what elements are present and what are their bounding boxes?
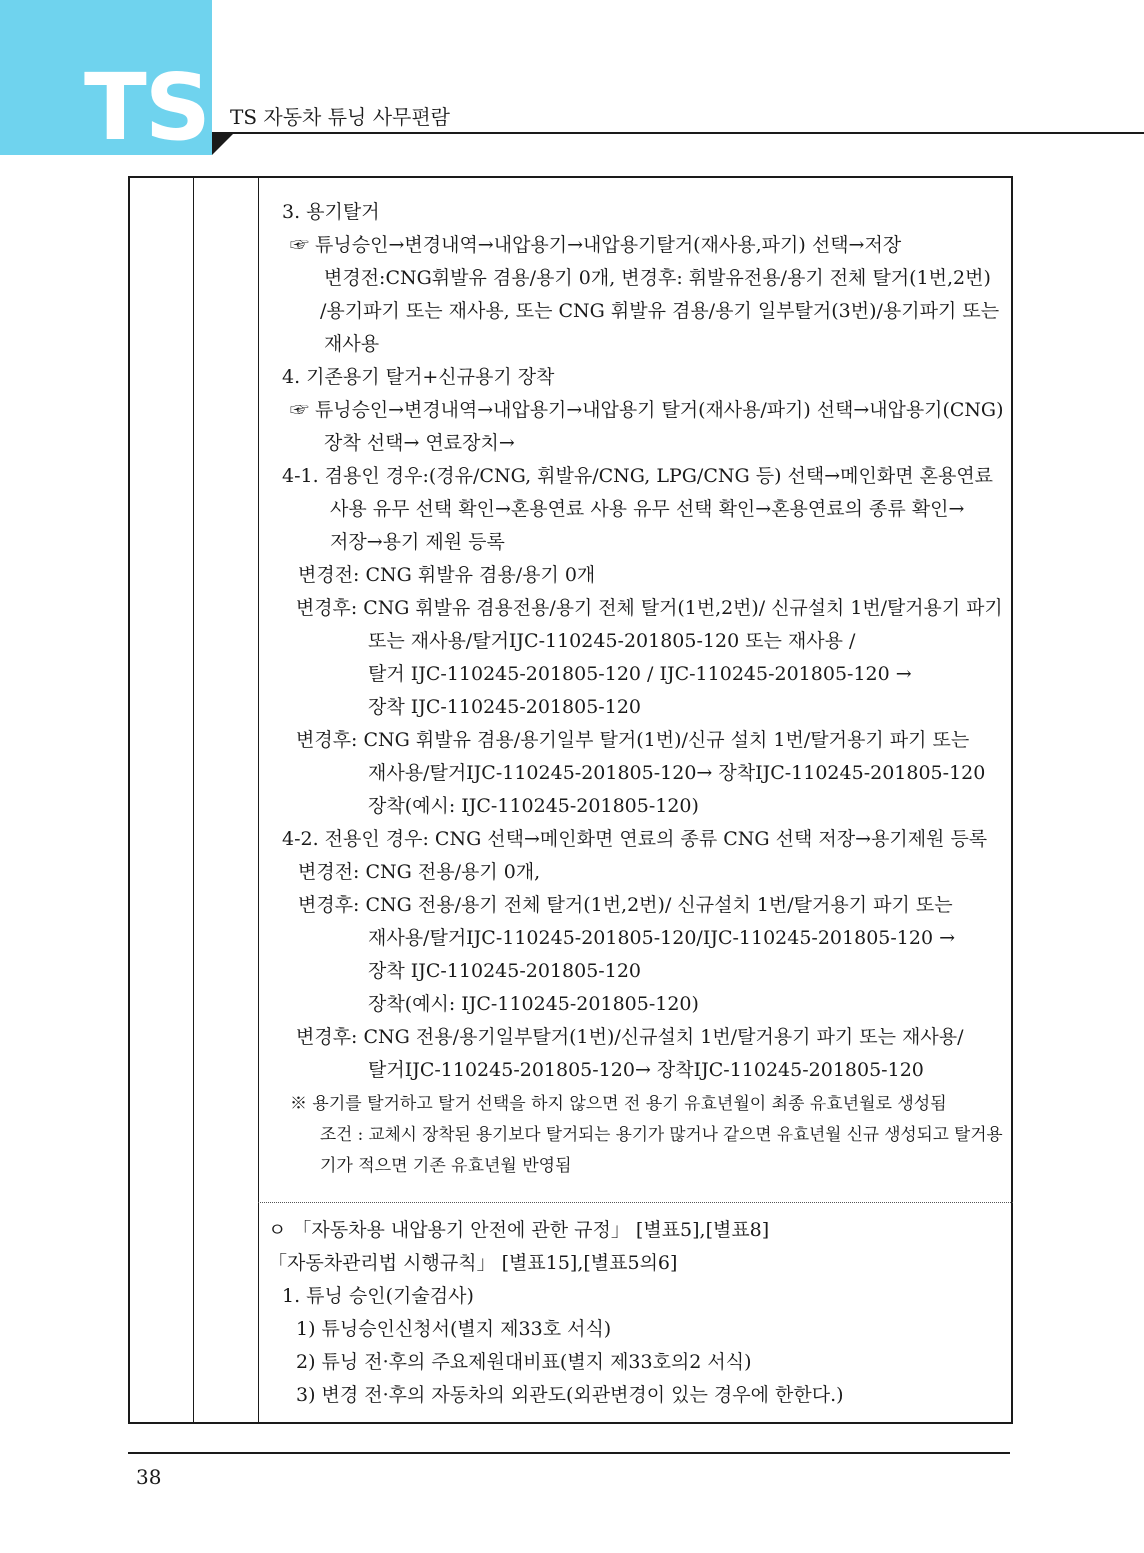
header-title: TS 자동차 튜닝 사무편람 [230,105,450,129]
note-line: 기가 적으면 기존 유효년월 반영됨 [320,1156,572,1176]
page-number: 38 [136,1465,162,1489]
text-line: 4-1. 겸용인 경우:(경유/CNG, 휘발유/CNG, LPG/CNG 등) 선택→메인화면 혼용연료 [282,465,994,487]
text-line: 재사용/탈거IJC-110245-201805-120→ 장착IJC-110245-201805-120 [368,762,986,784]
text-line: 또는 재사용/탈거IJC-110245-201805-120 또는 재사용 / [368,630,856,652]
text-line: 변경후: CNG 휘발유 겸용전용/용기 전체 탈거(1번,2번)/ 신규설치 1번/탈거용기 파기 [296,597,1003,619]
text-line: 탈거 IJC-110245-201805-120 / IJC-110245-201805-120 → [368,663,912,685]
text-line: 장착(예시: IJC-110245-201805-120) [368,993,699,1015]
logo-corner-triangle [212,134,233,155]
regulation-line: 「자동차관리법 시행규칙」 [별표15],[별표5의6] [268,1252,678,1274]
text-line: 장착 IJC-110245-201805-120 [368,696,641,718]
dotted-divider [258,1202,1013,1203]
text-line: 4. 기존용기 탈거+신규용기 장착 [282,366,555,388]
header-rule [212,132,1144,134]
regulation-line: ㅇ 「자동차용 내압용기 안전에 관한 규정」 [별표5],[별표8] [268,1219,770,1241]
text-line: 장착 선택→ 연료장치→ [324,432,515,454]
text-line: ☞ 튜닝승인→변경내역→내압용기→내압용기탈거(재사용,파기) 선택→저장 [290,234,902,256]
note-line: 조건 : 교체시 장착된 용기보다 탈거되는 용기가 많거나 같으면 유효년월 신규 생성되고 탈거용 [320,1125,1003,1145]
footer-rule [128,1452,1010,1454]
text-line: 장착 IJC-110245-201805-120 [368,960,641,982]
text-line: 변경전: CNG 전용/용기 0개, [298,861,541,883]
text-line: 변경전: CNG 휘발유 겸용/용기 0개 [298,564,596,586]
text-line: 변경전:CNG휘발유 겸용/용기 0개, 변경후: 휘발유전용/용기 전체 탈거(1번,2번) [324,267,991,289]
text-line: 변경후: CNG 휘발유 겸용/용기일부 탈거(1번)/신규 설치 1번/탈거용기 파기 또는 [296,729,970,751]
text-line: 3. 용기탈거 [282,201,380,223]
note-line: ※ 용기를 탈거하고 탈거 선택을 하지 않으면 전 용기 유효년월이 최종 유효년월로 생성됨 [290,1094,947,1114]
table-column-divider-1 [193,176,194,1424]
text-line: 저장→용기 제원 등록 [330,531,505,553]
text-line: 1. 튜닝 승인(기술검사) [282,1285,474,1307]
text-line: 3) 변경 전·후의 자동차의 외관도(외관변경이 있는 경우에 한한다.) [296,1384,844,1406]
text-line: 재사용/탈거IJC-110245-201805-120/IJC-110245-201805-120 → [368,927,956,949]
text-line: /용기파기 또는 재사용, 또는 CNG 휘발유 겸용/용기 일부탈거(3번)/용기파기 또는 [320,300,1000,322]
text-line: 2) 튜닝 전·후의 주요제원대비표(별지 제33호의2 서식) [296,1351,752,1373]
text-line: 탈거IJC-110245-201805-120→ 장착IJC-110245-201805-120 [368,1059,924,1081]
text-line: ☞ 튜닝승인→변경내역→내압용기→내압용기 탈거(재사용/파기) 선택→내압용기(CNG) [290,399,1004,421]
logo-text: TS [84,54,210,161]
text-line: 변경후: CNG 전용/용기 전체 탈거(1번,2번)/ 신규설치 1번/탈거용기 파기 또는 [298,894,953,916]
logo-block [0,0,212,161]
text-line: 4-2. 전용인 경우: CNG 선택→메인화면 연료의 종류 CNG 선택 저장→용기제원 등록 [282,828,988,850]
text-line: 장착(예시: IJC-110245-201805-120) [368,795,699,817]
text-line: 변경후: CNG 전용/용기일부탈거(1번)/신규설치 1번/탈거용기 파기 또는 재사용/ [296,1026,964,1048]
text-line: 재사용 [324,333,380,355]
content-cell [258,176,1013,1424]
text-line: 사용 유무 선택 확인→혼용연료 사용 유무 선택 확인→혼용연료의 종류 확인→ [330,498,965,520]
text-line: 1) 튜닝승인신청서(별지 제33호 서식) [296,1318,612,1340]
